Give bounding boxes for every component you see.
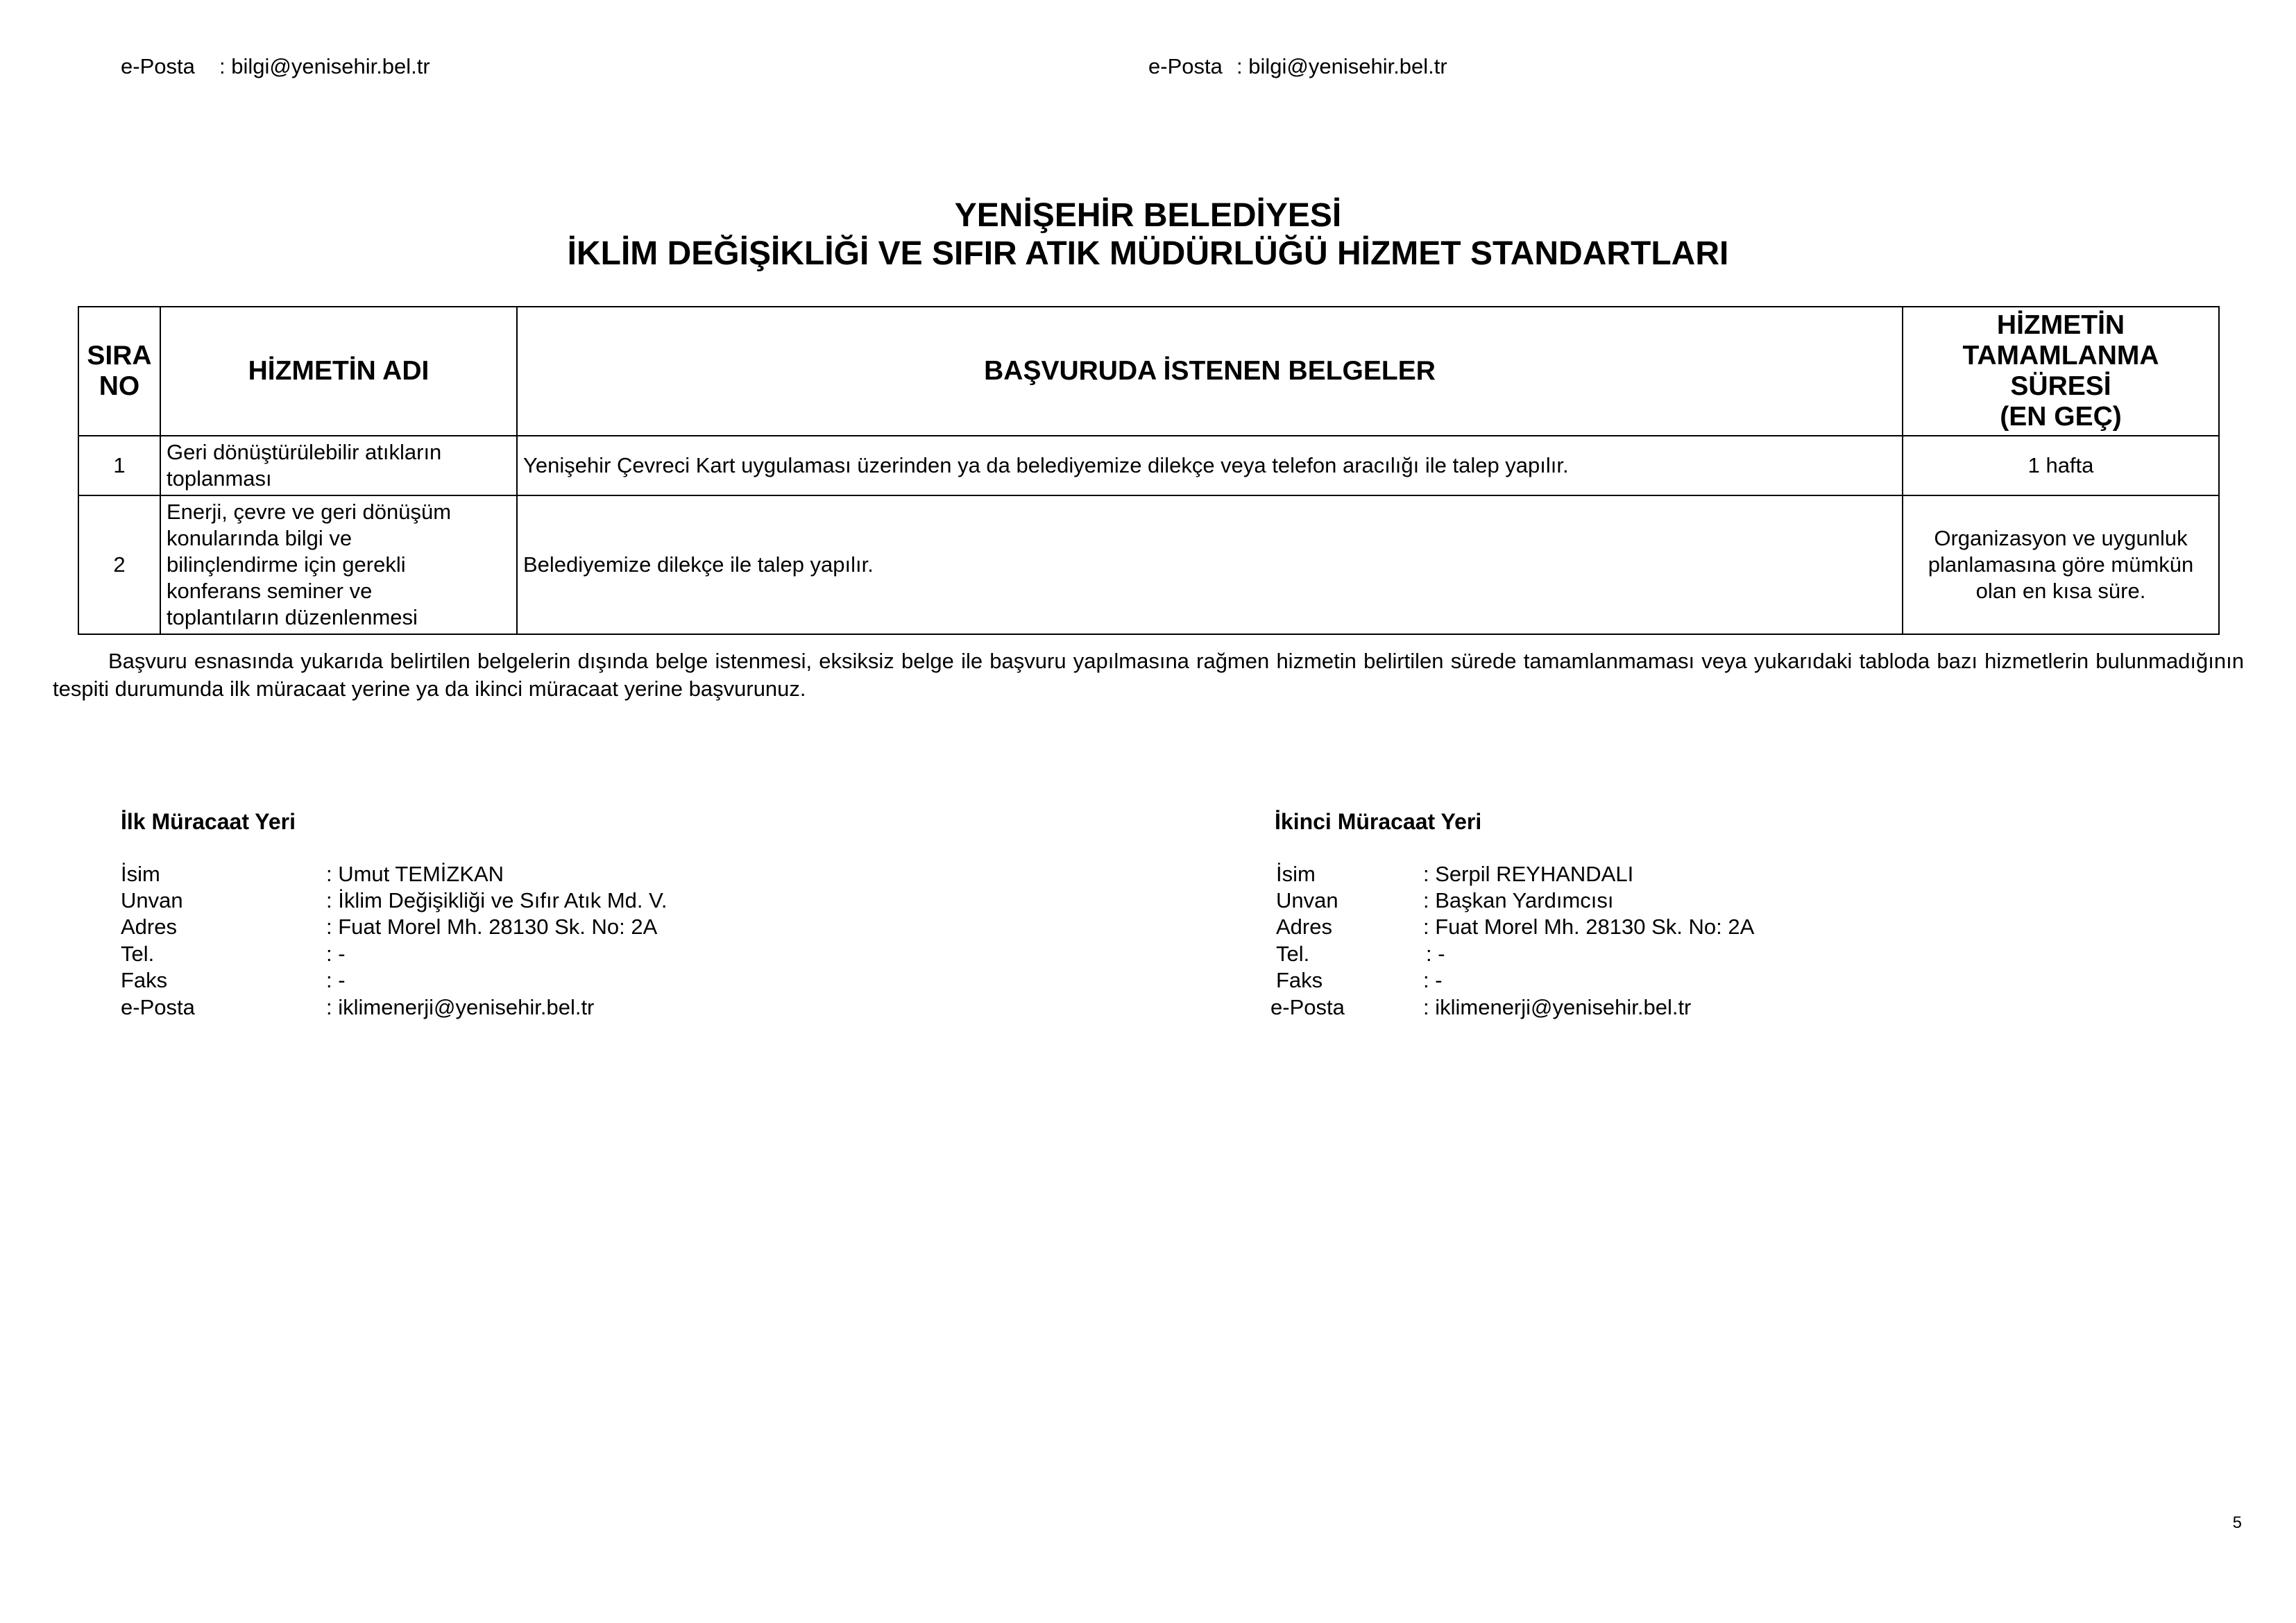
top-left-email-label: e-Posta	[121, 54, 195, 78]
row-required-documents: Yenişehir Çevreci Kart uygulaması üzerinden ya da belediyemize dilekçe veya telefon aracılığı ile talep yapılır.	[517, 436, 1903, 495]
top-right-email-label: e-Posta	[1148, 54, 1223, 78]
second-field-value: : iklimenerji@yenisehir.bel.tr	[1423, 995, 1692, 1019]
second-application-heading: İkinci Müracaat Yeri	[1275, 809, 1482, 834]
header-sira-no: SIRA NO	[78, 307, 160, 436]
table-row	[78, 495, 2219, 634]
page-number: 5	[2232, 1513, 2242, 1532]
first-field-label: Tel.	[121, 942, 155, 966]
row-service-name: Enerji, çevre ve geri dönüşüm konularında bilgi ve bilinçlendirme için gerekli konferans seminer ve toplantıların düzenlenmesi	[160, 495, 517, 634]
first-field-value: : Fuat Morel Mh. 28130 Sk. No: 2A	[326, 915, 658, 939]
row-duration: Organizasyon ve uygunluk planlamasına göre mümkün olan en kısa süre.	[1903, 495, 2219, 634]
top-right-email-value: : bilgi@yenisehir.bel.tr	[1236, 54, 1447, 78]
second-field-label: Unvan	[1276, 888, 1338, 912]
first-application-heading: İlk Müracaat Yeri	[121, 809, 296, 834]
row-service-name: Geri dönüştürülebilir atıkların toplanması	[160, 436, 517, 495]
first-field-value: : İklim Değişikliği ve Sıfır Atık Md. V.	[326, 888, 667, 912]
application-note: Başvuru esnasında yukarıda belirtilen belgelerin dışında belge istenmesi, eksiksiz belge ile başvuru yapılmasına rağmen hizmetin belirtilen sürede tamamlanmaması veya yukarıdaki tabloda bazı hizmetlerin bulunmadığının tespiti durumunda ilk müracaat yerine ya da ikinci müracaat yerine başvurunuz.	[53, 649, 2244, 701]
top-left-email-value: : bilgi@yenisehir.bel.tr	[219, 54, 430, 78]
document-title: YENİŞEHİR BELEDİYESİ	[954, 197, 1342, 234]
second-field-label: Faks	[1276, 968, 1323, 992]
second-field-label: Adres	[1276, 915, 1332, 939]
first-field-value: : iklimenerji@yenisehir.bel.tr	[326, 995, 595, 1019]
first-field-label: İsim	[121, 862, 160, 886]
table-row	[78, 436, 2219, 495]
service-standards-table	[78, 306, 2220, 635]
header-basvuruda-istenen-belgeler: BAŞVURUDA İSTENEN BELGELER	[517, 307, 1903, 436]
document-subtitle: İKLİM DEĞİŞİKLİĞİ VE SIFIR ATIK MÜDÜRLÜĞÜ HİZMET STANDARTLARI	[567, 235, 1729, 272]
first-field-label: Faks	[121, 968, 168, 992]
second-field-value: : Serpil REYHANDALI	[1423, 862, 1634, 886]
second-field-label: Tel.	[1276, 942, 1310, 966]
row-number: 2	[78, 495, 160, 634]
second-field-label: e-Posta	[1270, 995, 1345, 1019]
row-number: 1	[78, 436, 160, 495]
first-field-value: : -	[326, 968, 346, 992]
header-tamamlanma-suresi: HİZMETİN TAMAMLANMA SÜRESİ (EN GEÇ)	[1903, 307, 2219, 436]
second-field-value: : -	[1426, 942, 1445, 966]
first-field-label: Adres	[121, 915, 177, 939]
first-field-label: e-Posta	[121, 995, 195, 1019]
row-required-documents: Belediyemize dilekçe ile talep yapılır.	[517, 495, 1903, 634]
first-field-label: Unvan	[121, 888, 183, 912]
second-field-label: İsim	[1276, 862, 1316, 886]
header-hizmetin-adi: HİZMETİN ADI	[160, 307, 517, 436]
second-field-value: : Fuat Morel Mh. 28130 Sk. No: 2A	[1423, 915, 1755, 939]
row-duration: 1 hafta	[1903, 436, 2219, 495]
first-field-value: : Umut TEMİZKAN	[326, 862, 504, 886]
second-field-value: : -	[1423, 968, 1443, 992]
table-header-row	[78, 307, 2219, 436]
first-field-value: : -	[326, 942, 346, 966]
second-field-value: : Başkan Yardımcısı	[1423, 888, 1614, 912]
